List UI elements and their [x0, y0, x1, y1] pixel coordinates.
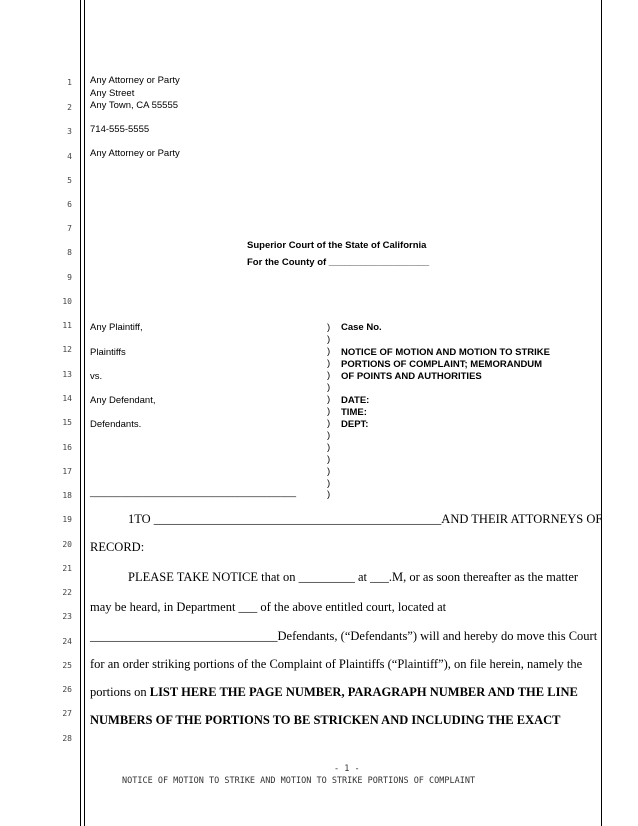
line-number: 16: [62, 443, 72, 452]
caption-paren: ): [327, 418, 331, 429]
body-portions-line: [90, 685, 578, 700]
body-defendants-line: ______________________________Defendants, (“Defendants”) will and hereby do move this Court: [90, 629, 598, 643]
case-number-label: Case No.: [341, 322, 382, 333]
line-number: 27: [62, 709, 72, 718]
caption-underline: _______________________________________: [90, 487, 297, 498]
body-portions-instruction: LIST HERE THE PAGE NUMBER, PARAGRAPH NUMBER AND THE LINE: [149, 685, 578, 699]
line-number: 12: [62, 345, 72, 354]
line-number: 14: [62, 394, 72, 403]
caption-paren: ): [327, 454, 331, 465]
body-to-line: 1TO ______________________________________________AND THEIR ATTORNEYS OF: [128, 512, 603, 526]
line-number: 3: [67, 127, 72, 136]
line-number: 22: [62, 588, 72, 597]
body-portions-prefix: portions on: [90, 685, 150, 699]
line-number: 2: [67, 103, 72, 112]
hearing-time-label: TIME:: [341, 407, 367, 418]
document-title-line: OF POINTS AND AUTHORITIES: [341, 371, 482, 382]
attorney-name: Any Attorney or Party: [90, 75, 180, 86]
body-record-line: RECORD:: [90, 540, 145, 554]
document-title-line: PORTIONS OF COMPLAINT; MEMORANDUM: [341, 359, 543, 370]
line-number: 1: [67, 78, 72, 87]
line-number: 9: [67, 273, 72, 282]
caption-paren: ): [327, 442, 331, 453]
defendants-label: Defendants.: [90, 419, 142, 430]
left-margin-rule-inner: [84, 0, 85, 826]
caption-paren: ): [327, 334, 331, 345]
line-number: 6: [67, 200, 72, 209]
hearing-date-label: DATE:: [341, 395, 370, 406]
document-title-line: NOTICE OF MOTION AND MOTION TO STRIKE: [341, 347, 550, 358]
line-number: 4: [67, 152, 72, 161]
line-number: 21: [62, 564, 72, 573]
caption-paren: ): [327, 358, 331, 369]
right-margin-rule: [601, 0, 602, 826]
line-number: 13: [62, 370, 72, 379]
line-number: 5: [67, 176, 72, 185]
line-number: 20: [62, 540, 72, 549]
caption-paren: ): [327, 430, 331, 441]
hearing-dept-label: DEPT:: [341, 419, 369, 430]
left-margin-rule-outer: [80, 0, 81, 826]
caption-paren: ): [327, 489, 331, 500]
line-number: 23: [62, 612, 72, 621]
caption-paren: ): [327, 406, 331, 417]
caption-paren: ): [327, 478, 331, 489]
line-number: 19: [62, 515, 72, 524]
attorney-role: Any Attorney or Party: [90, 148, 180, 159]
line-number: 24: [62, 637, 72, 646]
body-order-line: for an order striking portions of the Complaint of Plaintiffs (“Plaintiff”), on file herein, namely the: [90, 657, 583, 671]
body-heard-line: may be heard, in Department ___ of the above entitled court, located at: [90, 600, 447, 614]
body-notice-line: PLEASE TAKE NOTICE that on _________ at ___.M, or as soon thereafter as the matter: [128, 570, 579, 584]
plaintiffs-label: Plaintiffs: [90, 347, 126, 358]
line-number: 8: [67, 248, 72, 257]
line-number: 10: [62, 297, 72, 306]
line-number: 28: [62, 734, 72, 743]
body-numbers-line: NUMBERS OF THE PORTIONS TO BE STRICKEN AND INCLUDING THE EXACT: [90, 713, 561, 727]
caption-paren: ): [327, 346, 331, 357]
line-number: 11: [62, 321, 72, 330]
line-number: 15: [62, 418, 72, 427]
line-number: 26: [62, 685, 72, 694]
attorney-street: Any Street: [90, 88, 135, 99]
defendant-name: Any Defendant,: [90, 395, 156, 406]
caption-paren: ): [327, 370, 331, 381]
attorney-phone: 714-555-5555: [90, 124, 150, 135]
line-number: 25: [62, 661, 72, 670]
caption-paren: ): [327, 394, 331, 405]
line-number: 17: [62, 467, 72, 476]
caption-paren: ): [327, 322, 331, 333]
footer-title: NOTICE OF MOTION TO STRIKE AND MOTION TO STRIKE PORTIONS OF COMPLAINT: [122, 776, 476, 786]
line-number: 18: [62, 491, 72, 500]
court-county: For the County of ___________________: [247, 257, 430, 268]
caption-paren: ): [327, 466, 331, 477]
line-number: 7: [67, 224, 72, 233]
caption-paren: ): [327, 382, 331, 393]
attorney-city: Any Town, CA 55555: [90, 100, 179, 111]
footer-page-number: - 1 -: [334, 764, 360, 774]
versus-label: vs.: [90, 371, 103, 382]
court-name: Superior Court of the State of California: [247, 240, 427, 251]
plaintiff-name: Any Plaintiff,: [90, 322, 143, 333]
